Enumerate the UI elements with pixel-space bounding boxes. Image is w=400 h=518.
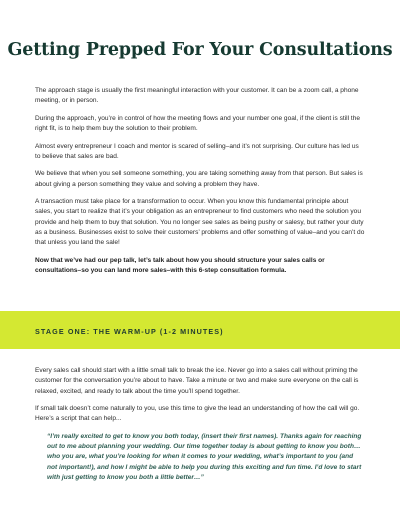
intro-paragraph-1: The approach stage is usually the first meaningful interaction with your customer. It can be a zoom call, a phone meeting, or in person.	[35, 87, 359, 105]
intro-section	[35, 86, 365, 284]
intro-paragraph-2: During the approach, you’re in control of how the meeting flows and your number one goal, if the client is still the right fit, is to help them buy the solution to their problem.	[35, 114, 360, 133]
stage-one-paragraph-1: Every sales call should start with a little small talk to break the ice. Never go into a sales call without priming the customer for the conversation you’re about to have. Take a minute or two and make sure everyone on the call is relaxed, excited, and ready to talk about the time you’ll spend together.	[35, 367, 359, 395]
stage-one-heading: STAGE ONE: THE WARM-UP (1-2 MINUTES)	[35, 327, 224, 336]
stage-one-section	[35, 366, 365, 483]
intro-paragraph-5: A transaction must take place for a transformation to occur. When you know this fundamental principle about sales, you start to realize that it’s your obligation as an entrepreneur to find customers who need the solution you provide and help them to buy that solution. You no longer see sales as being pushy or salesy, but rather your duty as a business. Businesses exist to solve their customers’ problems and offer something of value–and you can’t do that unless you land the sale!	[35, 198, 365, 247]
stage-one-paragraph-2: If small talk doesn’t come naturally to you, use this time to give the lead an understanding of how the call will go. Here’s a script that can help...	[35, 405, 360, 423]
intro-paragraph-4: We believe that when you sell someone something, you are taking something away from that person. But sales is about giving a person something they value and solving a problem they have.	[35, 170, 363, 188]
page-title: Getting Prepped For Your Consultations	[7, 40, 393, 60]
intro-paragraph-3: Almost every entrepreneur I coach and mentor is scared of selling–and it’s not surprising. Our culture has led us to believe that sales are bad.	[35, 142, 359, 160]
intro-bold-paragraph: Now that we’ve had our pep talk, let’s talk about how you should structure your sales calls or consultations–so you can land more sales–with this 6-step consultation formula.	[35, 256, 325, 275]
script-quote: “I’m really excited to get to know you both today, (insert their first names). Thanks again for reaching out to me about planning your wedding. Our time together today is about getting to know you both… who you are, what you’re looking for when it comes to your wedding, what’s important to you (and not important!), and how I might be able to help you during this exciting and fun time. I’d love to start with just getting to know you both a little better…”	[47, 432, 362, 482]
